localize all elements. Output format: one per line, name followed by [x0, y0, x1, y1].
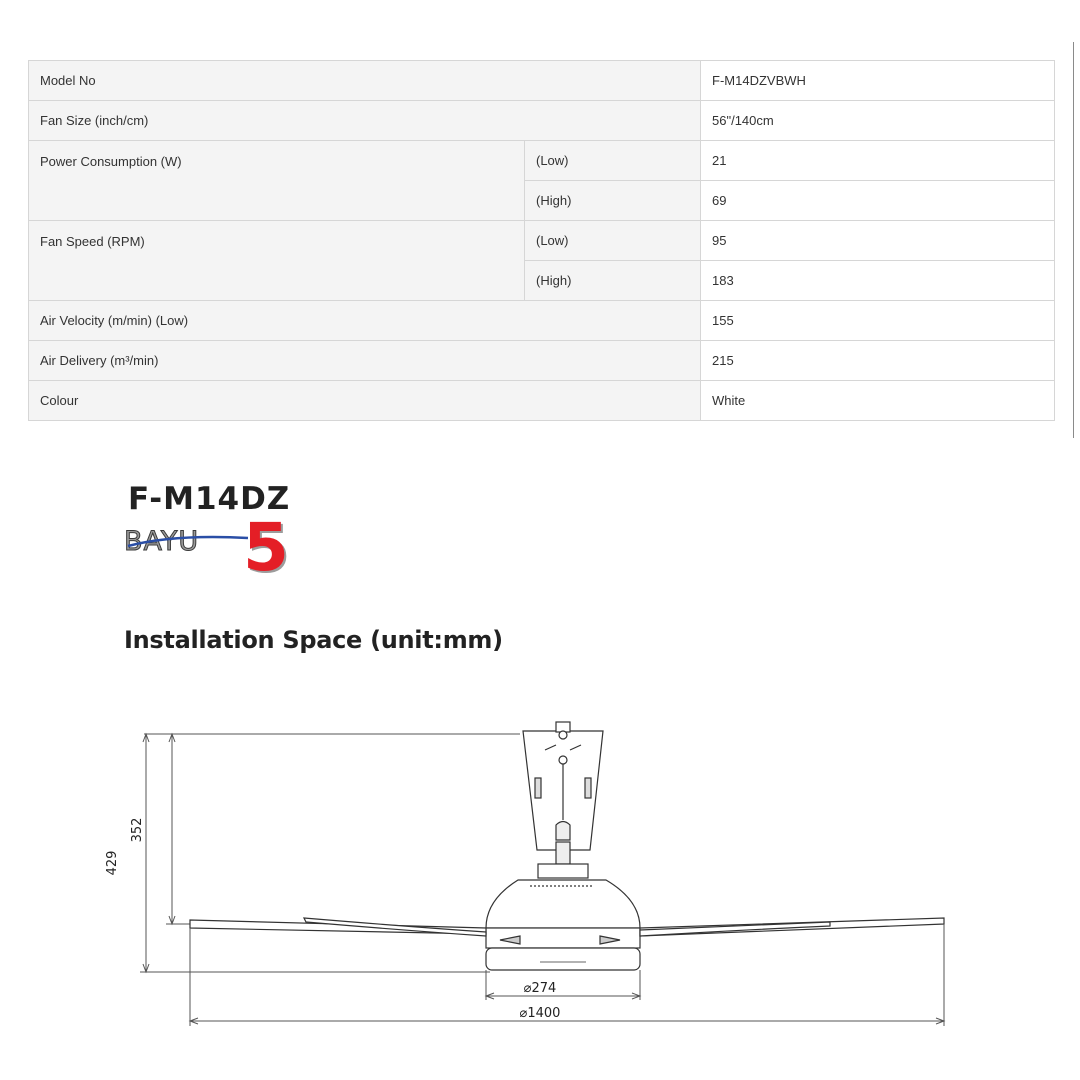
- power-high-value: 69: [701, 181, 1055, 221]
- table-row: [29, 141, 1055, 181]
- table-row: [29, 341, 1055, 381]
- table-row: [29, 221, 1055, 261]
- model-no-label: Model No: [29, 61, 701, 101]
- table-row: [29, 61, 1055, 101]
- fan-size-label: Fan Size (inch/cm): [29, 101, 701, 141]
- blade-height-label: 352: [130, 817, 145, 843]
- model-code-heading: F-M14DZ: [128, 481, 291, 517]
- fan-size-value: 56"/140cm: [701, 101, 1055, 141]
- air-delivery-value: 215: [701, 341, 1055, 381]
- speed-low-value: 95: [701, 221, 1055, 261]
- power-consumption-label: Power Consumption (W): [29, 141, 525, 221]
- power-high-label: (High): [525, 181, 701, 221]
- speed-high-value: 183: [701, 261, 1055, 301]
- installation-drawing: [0, 700, 1080, 1040]
- height-dimension-lines: [140, 734, 520, 972]
- brand-word: BAYU: [124, 526, 200, 557]
- colour-value: White: [701, 381, 1055, 421]
- table-row: [29, 301, 1055, 341]
- air-delivery-label: Air Delivery (m³/min): [29, 341, 701, 381]
- sweep-diameter-label: ⌀1400: [519, 1006, 561, 1021]
- brand-number: 5: [243, 509, 289, 586]
- spec-table: [28, 60, 1055, 421]
- brand-swoosh-icon: [124, 520, 254, 560]
- scrollbar-edge-line: [1073, 42, 1074, 438]
- total-height-label: 429: [105, 850, 120, 876]
- air-velocity-label: Air Velocity (m/min) (Low): [29, 301, 701, 341]
- motor-diameter-label: ⌀274: [523, 981, 557, 996]
- table-row: [29, 101, 1055, 141]
- air-velocity-value: 155: [701, 301, 1055, 341]
- table-row: [29, 381, 1055, 421]
- power-low-label: (Low): [525, 141, 701, 181]
- fan-speed-label: Fan Speed (RPM): [29, 221, 525, 301]
- speed-low-label: (Low): [525, 221, 701, 261]
- ceiling-fan-icon: [190, 722, 944, 970]
- colour-label: Colour: [29, 381, 701, 421]
- model-no-value: F-M14DZVBWH: [701, 61, 1055, 101]
- installation-space-title: Installation Space (unit:mm): [124, 626, 503, 654]
- power-low-value: 21: [701, 141, 1055, 181]
- speed-high-label: (High): [525, 261, 701, 301]
